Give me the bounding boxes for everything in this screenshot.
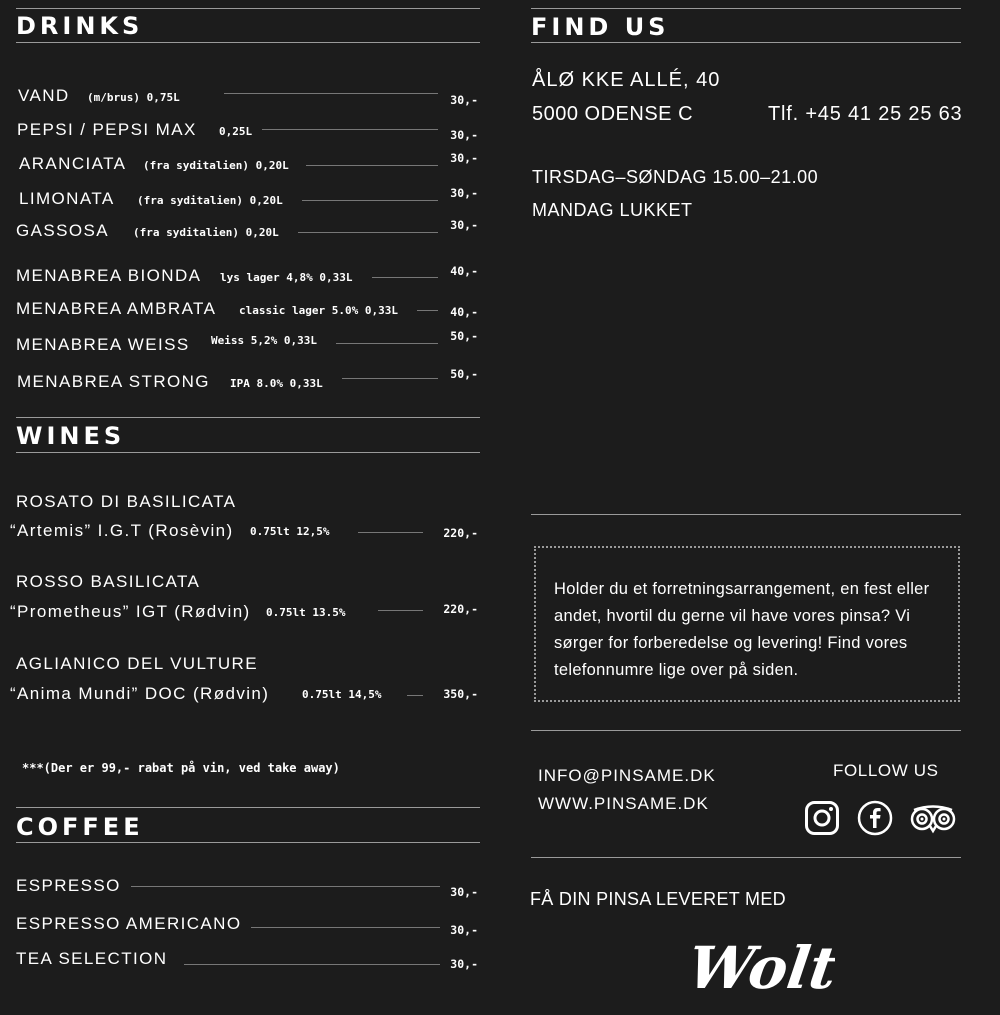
item-price: 220,- — [443, 525, 478, 540]
wine-title: ROSATO DI BASILICATA — [16, 492, 237, 511]
item-name: LIMONATA — [19, 189, 115, 208]
wine-item-prometheus — [10, 598, 478, 621]
leader-line — [131, 886, 440, 887]
leader-line — [251, 927, 440, 928]
instagram-icon[interactable] — [804, 800, 840, 836]
item-note: (fra syditalien) 0,20L — [133, 226, 279, 239]
rule — [531, 857, 961, 858]
item-name: “Artemis” I.G.T (Rosèvin) — [10, 521, 234, 540]
leader-line — [358, 532, 423, 533]
wine-discount-note: ***(Der er 99,- rabat på vin, ved take away) — [22, 761, 340, 775]
item-price: 40,- — [450, 304, 478, 319]
rule — [16, 452, 480, 453]
drink-item-menabrea-weiss — [16, 328, 478, 354]
item-price: 30,- — [450, 217, 478, 232]
rule — [531, 42, 961, 43]
email-link[interactable]: INFO@PINSAME.DK — [538, 766, 716, 785]
rule — [531, 8, 961, 9]
address-city: 5000 ODENSE C — [532, 103, 694, 125]
item-name: “Anima Mundi” DOC (Rødvin) — [10, 684, 270, 703]
rule — [16, 807, 480, 808]
leader-line — [372, 277, 438, 278]
leader-line — [184, 964, 440, 965]
drink-item-vand — [16, 82, 478, 107]
item-price: 40,- — [450, 263, 478, 278]
item-name: ESPRESSO AMERICANO — [16, 914, 242, 933]
item-note: classic lager 5.0% 0,33L — [239, 304, 398, 317]
item-note: lys lager 4,8% 0,33L — [220, 271, 353, 284]
tripadvisor-icon[interactable] — [908, 800, 958, 836]
item-price: 30,- — [450, 956, 478, 971]
leader-line — [224, 93, 438, 94]
rule — [16, 417, 480, 418]
phone-number: Tlf. +45 41 25 25 63 — [768, 103, 963, 125]
event-info-text: Holder du et forretningsarrangement, en fest eller andet, hvortil du gerne vil have vores pinsa? Vi sørger for forberedelse og levering! Find vores telefonnumre lige over på siden. — [554, 580, 930, 679]
item-price: 30,- — [450, 92, 478, 107]
item-note: (fra syditalien) 0,20L — [137, 194, 283, 207]
leader-line — [306, 165, 438, 166]
drink-item-menabrea-ambrata — [16, 295, 478, 317]
item-price: 50,- — [450, 328, 478, 343]
opening-hours: TIRSDAG–SØNDAG 15.00–21.00 — [532, 167, 819, 187]
rule — [16, 8, 480, 9]
leader-line — [302, 200, 438, 201]
item-name: PEPSI / PEPSI MAX — [17, 120, 197, 139]
item-note: (m/brus) 0,75L — [87, 91, 180, 104]
wolt-logo[interactable] — [690, 930, 835, 1005]
item-name: MENABREA WEISS — [16, 335, 190, 354]
item-name: MENABREA BIONDA — [16, 266, 202, 285]
closed-day: MANDAG LUKKET — [532, 200, 693, 220]
wines-heading: WINES — [16, 422, 126, 450]
address-street: ÅLØ KKE ALLÉ, 40 — [532, 69, 721, 91]
facebook-icon[interactable] — [857, 800, 893, 836]
leader-line — [262, 129, 438, 130]
item-price: 30,- — [450, 922, 478, 937]
item-price: 30,- — [450, 127, 478, 142]
wine-title: AGLIANICO DEL VULTURE — [16, 654, 258, 673]
item-price: 30,- — [450, 150, 478, 165]
item-note: Weiss 5,2% 0,33L — [211, 334, 317, 347]
delivery-label: FÅ DIN PINSA LEVERET MED — [530, 889, 786, 909]
item-price: 350,- — [443, 686, 478, 701]
item-note: (fra syditalien) 0,20L — [143, 159, 289, 172]
coffee-item-tea — [16, 945, 478, 971]
leader-line — [298, 232, 438, 233]
item-name: VAND — [18, 86, 70, 105]
drink-item-menabrea-bionda — [16, 262, 478, 284]
rule — [531, 514, 961, 515]
event-info-box — [534, 546, 960, 702]
coffee-item-americano — [16, 910, 478, 937]
item-name: ARANCIATA — [19, 154, 127, 173]
item-name: “Prometheus” IGT (Rødvin) — [10, 602, 251, 621]
drinks-heading: DRINKS — [16, 12, 144, 40]
leader-line — [407, 695, 423, 696]
coffee-heading: COFFEE — [16, 813, 144, 841]
rule — [16, 42, 480, 43]
item-price: 50,- — [450, 366, 478, 381]
item-note: 0.75lt 13.5% — [266, 606, 346, 619]
follow-us-label: FOLLOW US — [833, 761, 939, 780]
item-name: ESPRESSO — [16, 876, 121, 895]
leader-line — [378, 610, 423, 611]
leader-line — [417, 310, 438, 311]
item-price: 220,- — [443, 601, 478, 616]
leader-line — [342, 378, 438, 379]
leader-line — [336, 343, 438, 344]
website-link[interactable]: WWW.PINSAME.DK — [538, 794, 709, 813]
wine-title: ROSSO BASILICATA — [16, 572, 201, 591]
item-name: MENABREA AMBRATA — [16, 299, 217, 318]
item-note: 0.75lt 12,5% — [250, 525, 330, 538]
item-note: 0.75lt 14,5% — [302, 688, 382, 701]
rule — [16, 842, 480, 843]
wine-item-artemis — [10, 517, 478, 540]
wine-item-anima-mundi — [10, 680, 478, 703]
coffee-item-espresso — [16, 872, 478, 899]
item-price: 30,- — [450, 884, 478, 899]
drink-item-gassosa — [16, 217, 478, 239]
drink-item-limonata — [16, 185, 478, 207]
item-name: MENABREA STRONG — [17, 372, 210, 391]
find-us-heading: FIND US — [531, 13, 670, 41]
drink-item-pepsi — [16, 116, 478, 142]
item-note: 0,25L — [219, 125, 253, 138]
drink-item-menabrea-strong — [16, 368, 478, 390]
svg-text:Wolt: Wolt — [690, 933, 835, 1002]
item-price: 30,- — [450, 185, 478, 200]
item-note: IPA 8.0% 0,33L — [230, 377, 323, 390]
drink-item-aranciata — [16, 150, 478, 172]
item-name: GASSOSA — [16, 221, 109, 240]
rule — [531, 730, 961, 731]
item-name: TEA SELECTION — [16, 949, 168, 968]
